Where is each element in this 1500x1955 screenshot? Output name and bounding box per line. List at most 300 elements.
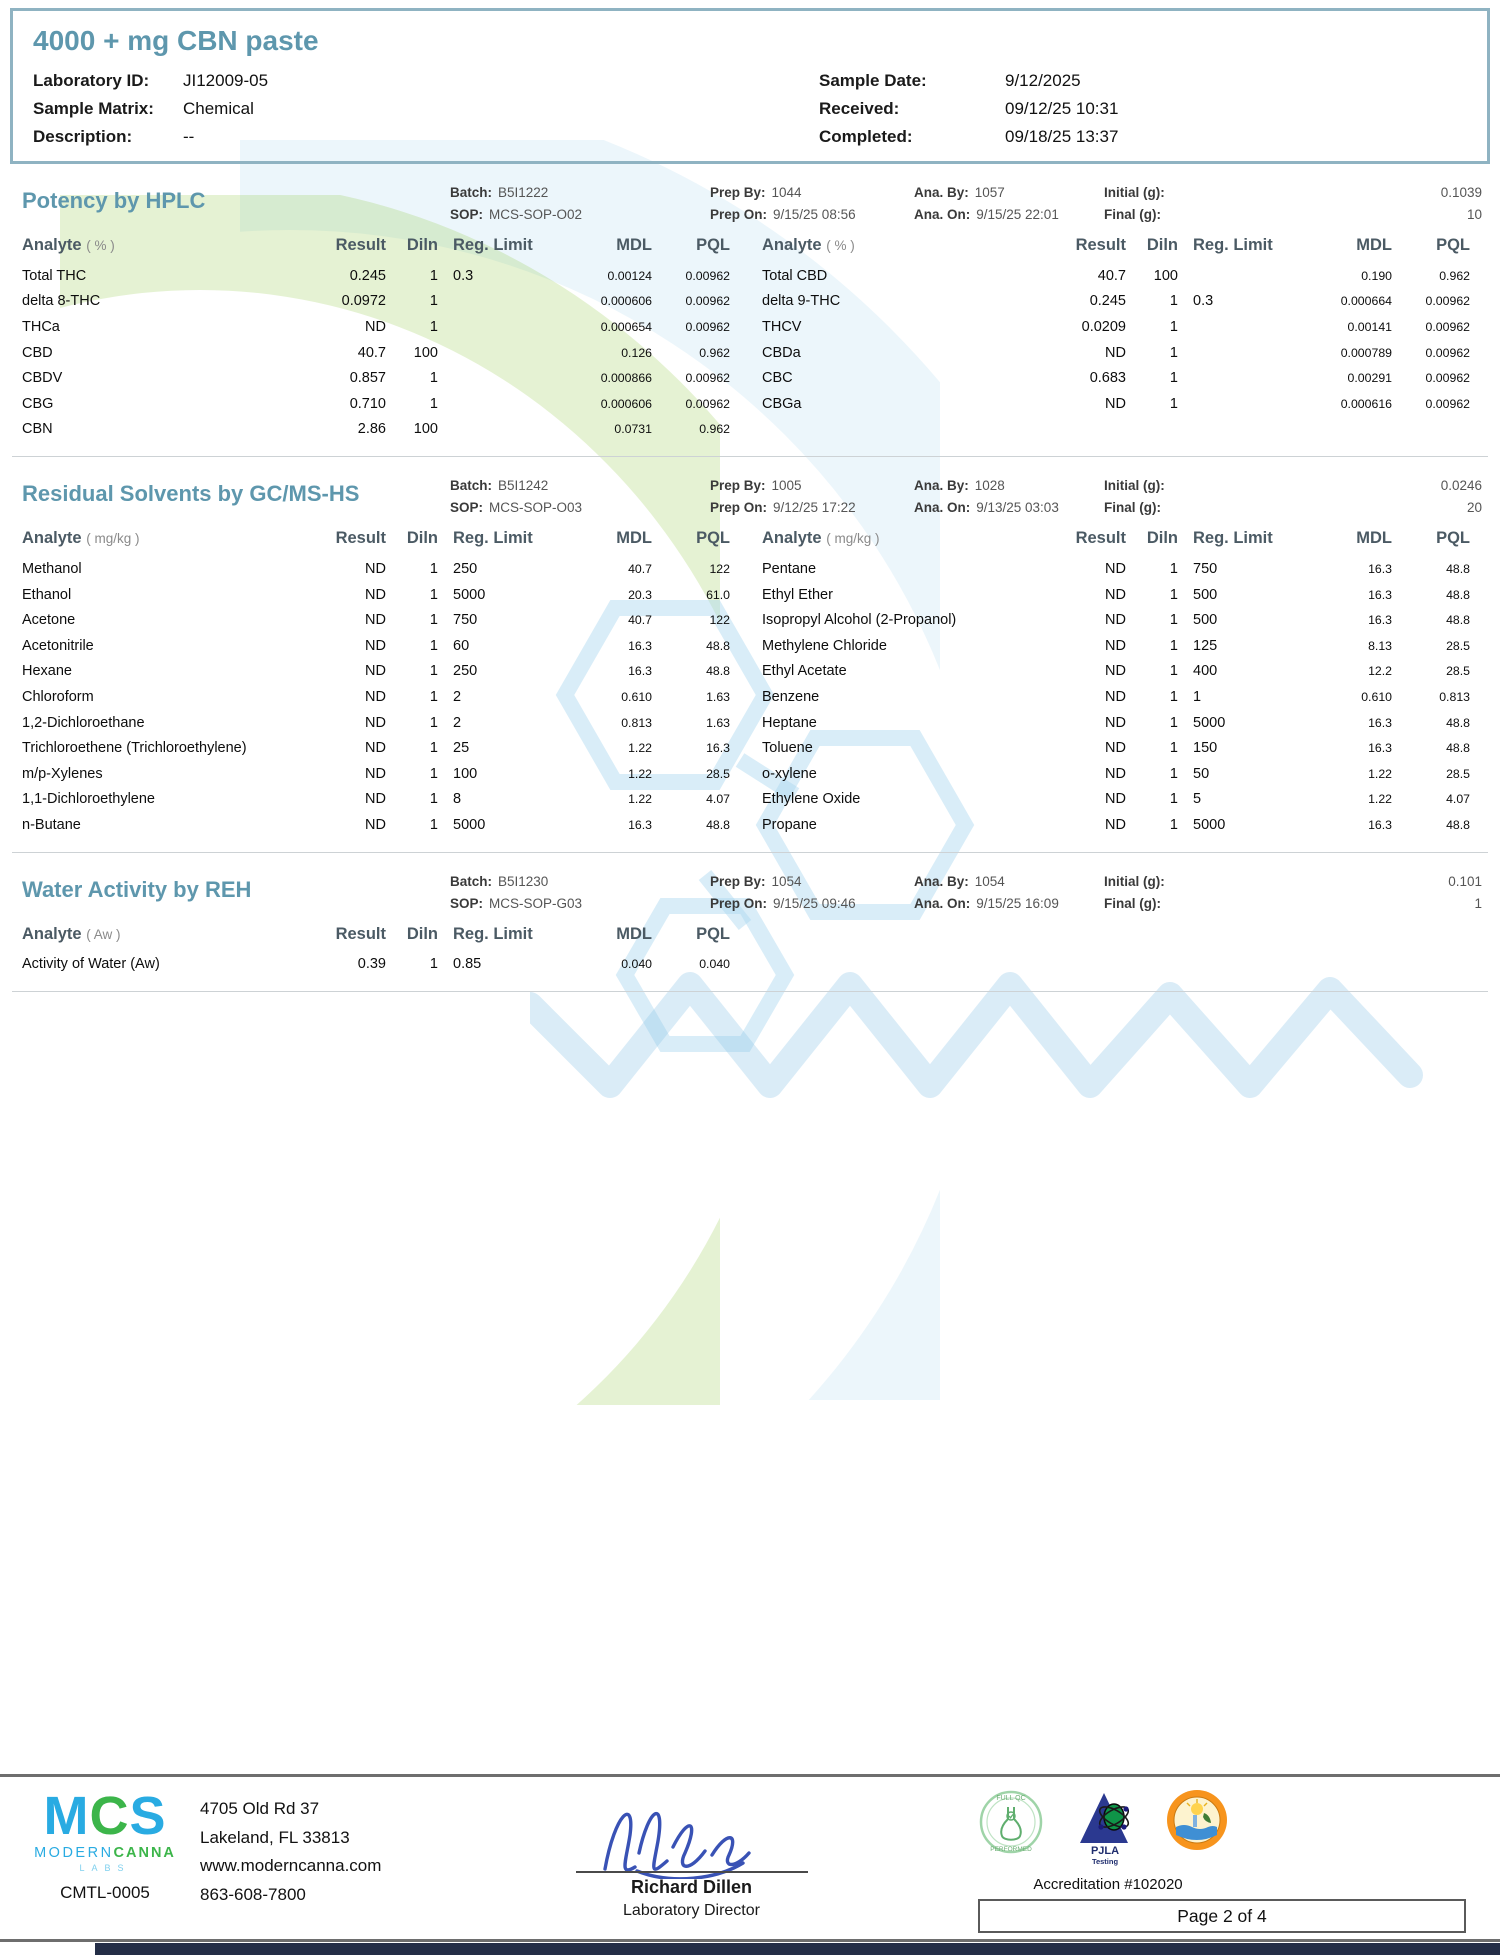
cell-mdl: 16.3 [1368, 587, 1392, 602]
section-water-activity [0, 853, 1500, 984]
solvents-table-left [22, 529, 736, 838]
cell-reg_limit: 5000 [1193, 714, 1226, 731]
cell-result: ND [1105, 791, 1126, 808]
table-row [762, 812, 1476, 838]
full-qc-icon [978, 1789, 1044, 1855]
cell-pql: 0.00962 [1425, 345, 1470, 360]
table-row [762, 289, 1476, 315]
cell-diln: 1 [429, 637, 438, 654]
cell-diln: 1 [429, 765, 438, 782]
cell-pql: 48.8 [1446, 613, 1470, 628]
lab-address [200, 1789, 405, 1933]
table-row [762, 263, 1476, 289]
cell-analyte: m/p-Xylenes [22, 765, 103, 782]
meta-label: Batch: [450, 873, 493, 889]
cell-diln: 1 [1169, 344, 1178, 361]
cell-reg_limit: 2 [453, 688, 462, 705]
section-meta [450, 473, 1482, 515]
sample-info [33, 71, 1467, 147]
cell-pql: 0.962 [699, 345, 730, 360]
cell-pql: 48.8 [1446, 741, 1470, 756]
bottom-bar [95, 1943, 1500, 1955]
meta-label: Initial (g): [1104, 873, 1165, 889]
cell-reg_limit: 400 [1193, 663, 1218, 680]
cell-mdl: 0.000654 [600, 319, 652, 334]
cell-result: ND [1105, 344, 1126, 361]
cell-analyte: CBDa [762, 344, 801, 361]
cell-diln: 1 [429, 663, 438, 680]
meta-value: 1054 [974, 873, 1005, 889]
cell-mdl: 16.3 [1368, 817, 1392, 832]
footer [0, 1774, 1500, 1942]
cell-diln: 1 [1169, 740, 1178, 757]
meta-value: B5I1230 [498, 873, 549, 889]
cell-analyte: Methanol [22, 560, 82, 577]
cell-pql: 28.5 [1446, 664, 1470, 679]
meta-value: 0.1039 [1440, 185, 1482, 200]
meta-label: SOP: [450, 500, 484, 516]
cell-mdl: 20.3 [628, 587, 652, 602]
meta-item [1104, 500, 1482, 515]
meta-value: MCS-SOP-G03 [489, 895, 583, 911]
cell-pql: 48.8 [706, 638, 730, 653]
cell-result: ND [365, 637, 386, 654]
section-title: Water Activity by REH [22, 876, 252, 902]
meta-label: Prep On: [710, 207, 768, 222]
meta-value: 9/15/25 16:09 [976, 895, 1059, 911]
cell-pql: 48.8 [706, 817, 730, 832]
cell-result: 0.39 [357, 956, 386, 973]
cell-analyte: Ethyl Ether [762, 586, 833, 603]
address-line: Lakeland, FL 33813 [200, 1827, 350, 1847]
meta-item [1104, 874, 1482, 889]
cell-pql: 4.07 [1446, 792, 1470, 807]
cell-diln: 1 [429, 586, 438, 603]
table-row [22, 417, 736, 443]
info-sample-matrix: Sample Matrix: Chemical [33, 99, 254, 118]
info-description: Description: -- [33, 127, 195, 146]
svg-text:FULL QC: FULL QC [996, 1795, 1026, 1802]
florida-seal-icon [1166, 1789, 1228, 1851]
cell-result: 40.7 [357, 344, 386, 361]
cell-pql: 16.3 [706, 741, 730, 756]
cell-reg_limit: 250 [453, 560, 478, 577]
cell-diln: 1 [1169, 791, 1178, 808]
table-row [762, 314, 1476, 340]
cell-diln: 1 [429, 612, 438, 629]
cell-analyte: CBGa [762, 395, 802, 412]
section-meta [450, 869, 1482, 911]
cell-analyte: THCa [22, 318, 60, 335]
table-row [22, 761, 736, 787]
cell-result: ND [1105, 560, 1126, 577]
table-row [762, 340, 1476, 366]
meta-label: Batch: [450, 478, 493, 494]
meta-item [450, 874, 702, 889]
meta-value: 9/15/25 22:01 [976, 207, 1059, 222]
cell-analyte: CBD [22, 344, 53, 361]
cell-analyte: CBN [22, 421, 53, 438]
cell-result: ND [1105, 637, 1126, 654]
pjla-badge: PJLA Testing [1074, 1789, 1136, 1866]
cell-reg_limit: 5000 [453, 586, 486, 603]
cell-reg_limit: 750 [453, 612, 478, 629]
cell-reg_limit: 5 [1193, 791, 1202, 808]
cell-mdl: 16.3 [628, 664, 652, 679]
meta-label: Initial (g): [1104, 185, 1165, 200]
sample-header [10, 8, 1490, 164]
cell-analyte: Chloroform [22, 688, 94, 705]
table-row [762, 735, 1476, 761]
address-line: 4705 Old Rd 37 [200, 1799, 320, 1818]
cell-result: ND [1105, 395, 1126, 412]
cell-analyte: Acetone [22, 612, 76, 629]
meta-item [450, 207, 702, 222]
cell-result: 0.0209 [1081, 318, 1126, 335]
cell-diln: 1 [1169, 293, 1178, 310]
table-row [762, 659, 1476, 685]
cell-diln: 1 [429, 370, 438, 387]
meta-value: 10 [1466, 207, 1482, 222]
cell-mdl: 0.190 [1361, 268, 1392, 283]
cell-analyte: Total THC [22, 267, 87, 284]
meta-label: Ana. By: [914, 478, 969, 494]
cell-pql: 48.8 [1446, 715, 1470, 730]
cell-diln: 1 [429, 560, 438, 577]
table-row [762, 391, 1476, 417]
table-row [22, 659, 736, 685]
cell-mdl: 0.610 [621, 689, 652, 704]
meta-item [914, 874, 1096, 889]
table-row [22, 391, 736, 417]
cell-diln: 1 [429, 395, 438, 412]
cell-mdl: 16.3 [1368, 741, 1392, 756]
table-row [22, 314, 736, 340]
cell-result: 0.245 [349, 267, 386, 284]
cell-mdl: 0.000789 [1340, 345, 1392, 360]
table-header: Analyte ( mg/kg ) Result Diln Reg. Limit MDL PQL [762, 529, 1470, 548]
cell-reg_limit: 0.3 [1193, 293, 1214, 310]
meta-value: 20 [1466, 500, 1482, 516]
cell-pql: 48.8 [1446, 817, 1470, 832]
table-row [762, 582, 1476, 608]
page-number: Page 2 of 4 [978, 1899, 1466, 1933]
meta-item [914, 207, 1096, 222]
cell-diln: 1 [429, 267, 438, 284]
cell-result: 0.857 [349, 370, 386, 387]
info-laboratory-id: Laboratory ID: JI12009-05 [33, 71, 269, 90]
cell-result: 40.7 [1097, 267, 1126, 284]
meta-label: Batch: [450, 185, 493, 200]
lab-phone: 863-608-7800 [200, 1884, 306, 1904]
cell-result: ND [1105, 714, 1126, 731]
cell-diln: 1 [1169, 560, 1178, 577]
cell-analyte: Total CBD [762, 267, 828, 284]
cell-mdl: 1.22 [628, 792, 652, 807]
table-row [22, 607, 736, 633]
cell-pql: 4.07 [706, 792, 730, 807]
cell-mdl: 0.000606 [600, 396, 652, 411]
cell-mdl: 0.000606 [600, 294, 652, 309]
cell-mdl: 0.00124 [607, 268, 652, 283]
table-row [22, 633, 736, 659]
meta-label: Final (g): [1104, 895, 1161, 911]
signatory-name: Richard Dillen [630, 1877, 753, 1897]
meta-label: Prep On: [710, 895, 768, 911]
cell-reg_limit: 750 [1193, 560, 1218, 577]
cell-result: ND [365, 740, 386, 757]
meta-label: Final (g): [1104, 500, 1161, 516]
pjla-icon [1074, 1789, 1136, 1845]
cell-diln: 1 [1169, 663, 1178, 680]
cell-mdl: 0.126 [621, 345, 652, 360]
cell-pql: 0.00962 [685, 371, 730, 386]
cell-analyte: delta 9-THC [762, 293, 841, 310]
cell-pql: 28.5 [706, 766, 730, 781]
full-qc-badge [978, 1789, 1044, 1855]
cell-result: ND [365, 816, 386, 833]
cell-diln: 1 [429, 791, 438, 808]
cell-analyte: Acetonitrile [22, 637, 94, 654]
cell-analyte: THCV [762, 318, 802, 335]
cell-reg_limit: 8 [453, 791, 462, 808]
accreditation-number: Accreditation #102020 [1033, 1876, 1183, 1894]
cell-mdl: 1.22 [1368, 766, 1392, 781]
cell-reg_limit: 60 [453, 637, 470, 654]
cell-pql: 28.5 [1446, 766, 1470, 781]
cell-mdl: 40.7 [628, 613, 652, 628]
meta-value: MCS-SOP-O02 [489, 207, 583, 222]
meta-item [450, 185, 702, 200]
accreditation-block [978, 1789, 1478, 1933]
logo-wordmark: MODERNCANNA [34, 1845, 176, 1861]
cell-diln: 1 [429, 293, 438, 310]
meta-item [1104, 207, 1482, 222]
cell-result: 0.245 [1089, 293, 1126, 310]
cell-pql: 0.962 [1439, 268, 1470, 283]
meta-value: 9/12/25 17:22 [773, 500, 856, 516]
cell-result: ND [1105, 612, 1126, 629]
cell-analyte: CBC [762, 370, 793, 387]
cell-analyte: Isopropyl Alcohol (2-Propanol) [762, 612, 957, 629]
cell-diln: 100 [1153, 267, 1178, 284]
cell-reg_limit: 5000 [453, 816, 486, 833]
meta-item [710, 478, 906, 493]
cell-diln: 1 [1169, 612, 1178, 629]
cell-diln: 1 [1169, 816, 1178, 833]
meta-item [710, 874, 906, 889]
cell-reg_limit: 0.3 [453, 267, 474, 284]
cell-analyte: CBG [22, 395, 54, 412]
meta-label: Prep On: [710, 500, 768, 516]
cell-mdl: 0.610 [1361, 689, 1392, 704]
cell-analyte: Trichloroethene (Trichloroethylene) [22, 740, 247, 757]
meta-item [450, 896, 702, 911]
cell-reg_limit: 2 [453, 714, 462, 731]
cell-mdl: 16.3 [1368, 613, 1392, 628]
cell-result: ND [365, 688, 386, 705]
table-row [22, 289, 736, 315]
section-meta [450, 180, 1482, 222]
cell-analyte: delta 8-THC [22, 293, 101, 310]
cell-result: ND [1105, 688, 1126, 705]
cell-result: ND [365, 714, 386, 731]
meta-value: 1057 [974, 185, 1005, 200]
signature-underline [576, 1871, 808, 1873]
cell-reg_limit: 125 [1193, 637, 1218, 654]
cell-diln: 100 [413, 421, 438, 438]
cell-mdl: 1.22 [1368, 792, 1392, 807]
meta-item [450, 500, 702, 515]
meta-value: 0.0246 [1440, 478, 1482, 494]
section-residual-solvents [0, 457, 1500, 844]
cell-pql: 0.00962 [685, 319, 730, 334]
cell-analyte: Hexane [22, 663, 72, 680]
meta-item [450, 478, 702, 493]
cell-mdl: 16.3 [1368, 561, 1392, 576]
cell-pql: 0.962 [699, 422, 730, 437]
lab-website: www.moderncanna.com [200, 1856, 382, 1875]
table-header: Analyte ( mg/kg ) Result Diln Reg. Limit MDL PQL [22, 529, 730, 548]
signatory-title: Laboratory Director [623, 1902, 760, 1919]
cell-diln: 1 [429, 740, 438, 757]
cell-mdl: 40.7 [628, 561, 652, 576]
cell-mdl: 0.000664 [1340, 294, 1392, 309]
cell-mdl: 16.3 [1368, 715, 1392, 730]
cell-reg_limit: 100 [453, 765, 478, 782]
cell-pql: 0.040 [699, 957, 730, 972]
cell-analyte: Ethylene Oxide [762, 791, 861, 808]
table-row [22, 365, 736, 391]
table-row [22, 263, 736, 289]
cell-diln: 1 [1169, 370, 1178, 387]
cell-diln: 1 [1169, 688, 1178, 705]
page-title: 4000 + mg CBN paste [33, 25, 319, 56]
cell-pql: 0.00962 [685, 294, 730, 309]
meta-item [1104, 185, 1482, 200]
cell-reg_limit: 250 [453, 663, 478, 680]
cell-diln: 100 [413, 344, 438, 361]
cell-pql: 0.00962 [1425, 294, 1470, 309]
solvents-table-right [762, 529, 1476, 838]
table-row [762, 633, 1476, 659]
table-row [762, 761, 1476, 787]
cell-analyte: Heptane [762, 714, 817, 731]
cell-pql: 0.00962 [1425, 371, 1470, 386]
cell-mdl: 16.3 [628, 817, 652, 832]
cell-diln: 1 [429, 816, 438, 833]
cell-mdl: 8.13 [1368, 638, 1392, 653]
meta-label: Final (g): [1104, 207, 1161, 222]
info-received: Received: 09/12/25 10:31 [819, 99, 1119, 118]
meta-label: Prep By: [710, 185, 766, 200]
meta-label: SOP: [450, 207, 484, 222]
table-row [22, 582, 736, 608]
cell-pql: 48.8 [1446, 587, 1470, 602]
table-row [762, 365, 1476, 391]
section-potency [0, 164, 1500, 448]
cell-mdl: 16.3 [628, 638, 652, 653]
meta-label: Initial (g): [1104, 478, 1165, 494]
potency-table-right [762, 236, 1476, 442]
meta-item [914, 500, 1096, 515]
cell-result: ND [365, 765, 386, 782]
florida-seal-badge [1166, 1789, 1228, 1851]
table-header: Analyte ( Aw ) Result Diln Reg. Limit MDL PQL [22, 924, 730, 943]
info-completed: Completed: 09/18/25 13:37 [819, 127, 1119, 146]
cell-analyte: o-xylene [762, 765, 817, 782]
divider [12, 991, 1488, 992]
cell-analyte: n-Butane [22, 816, 81, 833]
meta-item [710, 500, 906, 515]
table-row [22, 952, 736, 978]
cell-result: ND [1105, 586, 1126, 603]
cell-analyte: Activity of Water (Aw) [22, 956, 160, 973]
cell-reg_limit: 5000 [1193, 816, 1226, 833]
cell-analyte: 1,2-Dichloroethane [22, 714, 145, 731]
cell-mdl: 0.000866 [600, 371, 652, 386]
meta-label: Ana. On: [914, 500, 971, 516]
cell-mdl: 0.00291 [1347, 371, 1392, 386]
cell-pql: 0.00962 [685, 268, 730, 283]
table-header: Analyte ( % ) Result Diln Reg. Limit MDL PQL [762, 236, 1470, 254]
cell-mdl: 1.22 [628, 766, 652, 781]
cell-result: 2.86 [357, 421, 386, 438]
cell-diln: 1 [1169, 714, 1178, 731]
table-row [22, 684, 736, 710]
meta-label: SOP: [450, 895, 484, 911]
meta-value: 1005 [771, 478, 802, 494]
table-header: Analyte ( % ) Result Diln Reg. Limit MDL PQL [22, 236, 730, 254]
cell-result: ND [1105, 816, 1126, 833]
cell-pql: 122 [709, 613, 730, 628]
meta-value: 1 [1474, 895, 1482, 911]
cell-pql: 48.8 [1446, 561, 1470, 576]
cell-diln: 1 [1169, 765, 1178, 782]
table-row [22, 340, 736, 366]
meta-value: 0.101 [1448, 873, 1482, 889]
cell-mdl: 0.000616 [1340, 396, 1392, 411]
meta-value: 9/15/25 08:56 [773, 207, 856, 222]
cell-pql: 61.0 [706, 587, 730, 602]
meta-label: Ana. By: [914, 185, 969, 200]
cell-mdl: 1.22 [628, 741, 652, 756]
cell-pql: 1.63 [706, 689, 730, 704]
potency-table-left [22, 236, 736, 442]
cell-reg_limit: 150 [1193, 740, 1218, 757]
cell-result: ND [365, 318, 386, 335]
cell-pql: 0.813 [1439, 689, 1470, 704]
table-row [22, 812, 736, 838]
cell-mdl: 0.0731 [614, 422, 652, 437]
meta-label: Prep By: [710, 873, 766, 889]
cell-result: ND [365, 791, 386, 808]
cell-result: ND [1105, 663, 1126, 680]
table-row [22, 556, 736, 582]
cell-reg_limit: 0.85 [453, 956, 482, 973]
meta-value: B5I1222 [498, 185, 549, 200]
cell-reg_limit: 500 [1193, 586, 1218, 603]
cell-result: 0.710 [349, 395, 386, 412]
cell-analyte: Ethyl Acetate [762, 663, 847, 680]
cell-pql: 0.00962 [685, 396, 730, 411]
cell-result: ND [365, 586, 386, 603]
table-row [22, 735, 736, 761]
cell-diln: 1 [1169, 395, 1178, 412]
signature-icon [577, 1791, 807, 1879]
cell-diln: 1 [429, 714, 438, 731]
cell-result: ND [1105, 765, 1126, 782]
